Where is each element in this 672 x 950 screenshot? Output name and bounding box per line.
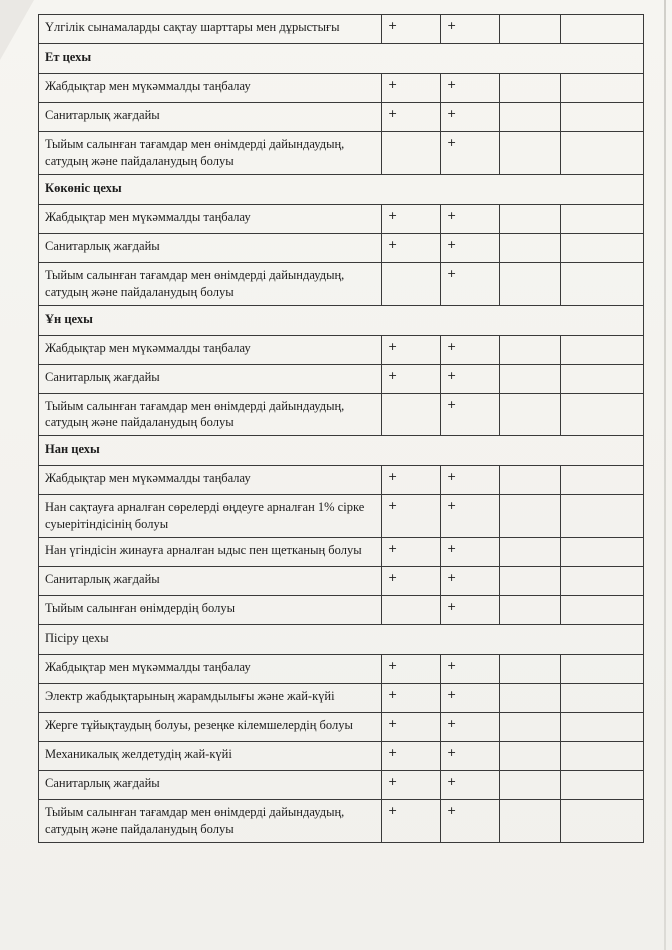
mark-cell-4 xyxy=(561,655,644,684)
mark-cell-3 xyxy=(500,596,561,625)
mark-cell-4 xyxy=(561,364,644,393)
criterion-text: Санитарлық жағдайы xyxy=(39,771,382,800)
mark-cell-3 xyxy=(500,800,561,843)
mark-cell-1 xyxy=(382,393,441,436)
mark-cell-1: + xyxy=(382,204,441,233)
mark-cell-4 xyxy=(561,393,644,436)
mark-cell-2: + xyxy=(441,655,500,684)
mark-cell-2: + xyxy=(441,364,500,393)
mark-cell-2: + xyxy=(441,713,500,742)
checklist-row xyxy=(39,132,644,175)
criterion-text: Санитарлық жағдайы xyxy=(39,233,382,262)
mark-cell-2: + xyxy=(441,335,500,364)
checklist-row xyxy=(39,596,644,625)
mark-cell-1: + xyxy=(382,684,441,713)
mark-cell-1: + xyxy=(382,15,441,44)
mark-cell-1: + xyxy=(382,713,441,742)
checklist-row xyxy=(39,74,644,103)
mark-cell-3 xyxy=(500,742,561,771)
checklist-row xyxy=(39,364,644,393)
mark-cell-3 xyxy=(500,132,561,175)
mark-cell-3 xyxy=(500,393,561,436)
criterion-text: Электр жабдықтарының жарамдылығы және жай-күйі xyxy=(39,684,382,713)
mark-cell-2: + xyxy=(441,800,500,843)
folded-corner xyxy=(0,0,34,60)
mark-cell-2: + xyxy=(441,204,500,233)
section-header-row xyxy=(39,625,644,655)
mark-cell-3 xyxy=(500,684,561,713)
mark-cell-3 xyxy=(500,74,561,103)
mark-cell-4 xyxy=(561,538,644,567)
mark-cell-1: + xyxy=(382,103,441,132)
mark-cell-1 xyxy=(382,132,441,175)
mark-cell-3 xyxy=(500,262,561,305)
mark-cell-2: + xyxy=(441,15,500,44)
mark-cell-4 xyxy=(561,335,644,364)
mark-cell-1: + xyxy=(382,74,441,103)
mark-cell-1 xyxy=(382,596,441,625)
criterion-text: Жабдықтар мен мүкәммалды таңбалау xyxy=(39,655,382,684)
criterion-text: Жабдықтар мен мүкәммалды таңбалау xyxy=(39,74,382,103)
section-header-row xyxy=(39,436,644,466)
criterion-text: Нан үгіндісін жинауға арналған ыдыс пен щетканың болуы xyxy=(39,538,382,567)
mark-cell-3 xyxy=(500,335,561,364)
section-header-row xyxy=(39,44,644,74)
mark-cell-4 xyxy=(561,567,644,596)
mark-cell-3 xyxy=(500,204,561,233)
mark-cell-4 xyxy=(561,800,644,843)
criterion-text: Механикалық желдетудің жай-күйі xyxy=(39,742,382,771)
mark-cell-3 xyxy=(500,233,561,262)
section-title: Ұн цехы xyxy=(39,305,644,335)
mark-cell-2: + xyxy=(441,538,500,567)
mark-cell-4 xyxy=(561,466,644,495)
mark-cell-4 xyxy=(561,742,644,771)
mark-cell-1: + xyxy=(382,495,441,538)
criterion-text: Тыйым салынған тағамдар мен өнімдерді дайындаудың, сатудың және пайдаланудың болуы xyxy=(39,132,382,175)
mark-cell-2: + xyxy=(441,684,500,713)
criterion-text: Жабдықтар мен мүкәммалды таңбалау xyxy=(39,204,382,233)
mark-cell-1: + xyxy=(382,655,441,684)
mark-cell-4 xyxy=(561,103,644,132)
mark-cell-1: + xyxy=(382,538,441,567)
mark-cell-3 xyxy=(500,103,561,132)
checklist-row xyxy=(39,262,644,305)
mark-cell-1: + xyxy=(382,742,441,771)
checklist-row xyxy=(39,713,644,742)
mark-cell-4 xyxy=(561,74,644,103)
mark-cell-3 xyxy=(500,364,561,393)
mark-cell-3 xyxy=(500,567,561,596)
checklist-row xyxy=(39,335,644,364)
checklist-row xyxy=(39,538,644,567)
mark-cell-2: + xyxy=(441,233,500,262)
criterion-text: Санитарлық жағдайы xyxy=(39,567,382,596)
mark-cell-4 xyxy=(561,495,644,538)
mark-cell-2: + xyxy=(441,262,500,305)
mark-cell-3 xyxy=(500,655,561,684)
mark-cell-1: + xyxy=(382,233,441,262)
criterion-text: Үлгілік сынамаларды сақтау шарттары мен дұрыстығы xyxy=(39,15,382,44)
mark-cell-3 xyxy=(500,15,561,44)
criterion-text: Тыйым салынған тағамдар мен өнімдерді дайындаудың, сатудың және пайдаланудың болуы xyxy=(39,393,382,436)
mark-cell-2: + xyxy=(441,393,500,436)
mark-cell-1: + xyxy=(382,567,441,596)
mark-cell-4 xyxy=(561,771,644,800)
checklist-row xyxy=(39,233,644,262)
checklist-row xyxy=(39,466,644,495)
mark-cell-3 xyxy=(500,538,561,567)
mark-cell-4 xyxy=(561,262,644,305)
checklist-row xyxy=(39,742,644,771)
criterion-text: Жабдықтар мен мүкәммалды таңбалау xyxy=(39,335,382,364)
mark-cell-2: + xyxy=(441,466,500,495)
mark-cell-1: + xyxy=(382,771,441,800)
section-title: Нан цехы xyxy=(39,436,644,466)
section-title: Ет цехы xyxy=(39,44,644,74)
checklist-row xyxy=(39,655,644,684)
checklist-row xyxy=(39,567,644,596)
checklist-row xyxy=(39,204,644,233)
mark-cell-4 xyxy=(561,596,644,625)
criterion-text: Санитарлық жағдайы xyxy=(39,364,382,393)
mark-cell-4 xyxy=(561,713,644,742)
mark-cell-3 xyxy=(500,713,561,742)
mark-cell-1: + xyxy=(382,335,441,364)
mark-cell-4 xyxy=(561,204,644,233)
mark-cell-3 xyxy=(500,495,561,538)
section-header-row xyxy=(39,174,644,204)
checklist-body xyxy=(39,15,644,843)
criterion-text: Жабдықтар мен мүкәммалды таңбалау xyxy=(39,466,382,495)
checklist-row xyxy=(39,393,644,436)
section-header-row xyxy=(39,305,644,335)
inspection-checklist-table xyxy=(38,14,644,843)
criterion-text: Жерге тұйықтаудың болуы, резеңке кілемшелердің болуы xyxy=(39,713,382,742)
checklist-row xyxy=(39,684,644,713)
mark-cell-1: + xyxy=(382,466,441,495)
mark-cell-4 xyxy=(561,233,644,262)
checklist-row xyxy=(39,495,644,538)
mark-cell-4 xyxy=(561,684,644,713)
section-title: Көкөніс цехы xyxy=(39,174,644,204)
mark-cell-3 xyxy=(500,466,561,495)
checklist-row xyxy=(39,800,644,843)
mark-cell-2: + xyxy=(441,742,500,771)
checklist-row xyxy=(39,103,644,132)
criterion-text: Санитарлық жағдайы xyxy=(39,103,382,132)
criterion-text: Нан сақтауға арналған сөрелерді өңдеуге арналған 1% сірке суыерітіндісінің болуы xyxy=(39,495,382,538)
criterion-text: Тыйым салынған өнімдердің болуы xyxy=(39,596,382,625)
mark-cell-2: + xyxy=(441,567,500,596)
mark-cell-2: + xyxy=(441,596,500,625)
mark-cell-2: + xyxy=(441,132,500,175)
mark-cell-2: + xyxy=(441,103,500,132)
mark-cell-2: + xyxy=(441,74,500,103)
checklist-row xyxy=(39,15,644,44)
section-title: Пісіру цехы xyxy=(39,625,644,655)
mark-cell-1 xyxy=(382,262,441,305)
mark-cell-2: + xyxy=(441,495,500,538)
mark-cell-4 xyxy=(561,132,644,175)
page-edge-shadow xyxy=(664,0,666,950)
criterion-text: Тыйым салынған тағамдар мен өнімдерді дайындаудың, сатудың және пайдаланудың болуы xyxy=(39,800,382,843)
mark-cell-2: + xyxy=(441,771,500,800)
mark-cell-3 xyxy=(500,771,561,800)
mark-cell-4 xyxy=(561,15,644,44)
mark-cell-1: + xyxy=(382,800,441,843)
mark-cell-1: + xyxy=(382,364,441,393)
checklist-row xyxy=(39,771,644,800)
criterion-text: Тыйым салынған тағамдар мен өнімдерді дайындаудың, сатудың және пайдаланудың болуы xyxy=(39,262,382,305)
